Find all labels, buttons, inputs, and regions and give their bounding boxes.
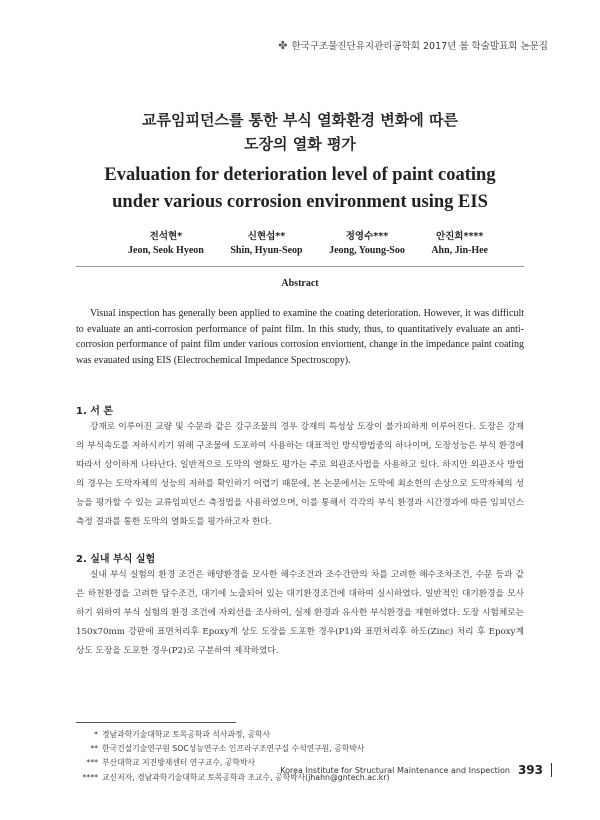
author — [128, 228, 204, 256]
author — [431, 228, 488, 256]
author-list — [128, 228, 488, 256]
author-name-english: Jeon, Seok Hyeon — [128, 245, 204, 256]
footnote-text: 부산대학교 지진방재센터 연구교수, 공학박사 — [102, 758, 256, 768]
korean-title — [0, 108, 600, 156]
english-title-line1: Evaluation for deterioration level of paint coating — [104, 165, 496, 185]
running-header — [278, 38, 548, 52]
footnote-mark: *** — [86, 758, 98, 768]
divider — [76, 266, 524, 267]
english-title — [0, 162, 600, 216]
korean-title-line1: 교류임피던스를 통한 부식 열화환경 변화에 따른 — [142, 111, 458, 129]
footnote-text: 한국건설기술연구원 SOC성능연구소 인프라구조연구실 수석연구원, 공학박사 — [102, 744, 365, 754]
abstract-text: Visual inspection has generally been applied to examine the coating deterioration. However, it was difficult to evaluate an anti-corrosion performance of paint film. In this study, thus, to quantitatively evaluate an anti-corrosion performance of paint film under various corrosion enviornent, change in the impedance paint coating was evauated using EIS (Electrochemical Impedance Spectroscopy). — [76, 308, 524, 366]
footnote-divider — [76, 722, 236, 723]
footnote-mark: * — [94, 730, 98, 739]
english-title-line2: under various corrosion environment using EIS — [112, 192, 488, 212]
author-name-english: Jeong, Young-Soo — [329, 245, 405, 256]
author-name-korean: 신현섭** — [247, 231, 286, 242]
author-name-english: Shin, Hyun-Seop — [230, 245, 303, 256]
author — [230, 228, 302, 256]
footnote-text: 경남과학기술대학교 토목공학과 석사과정, 공학사 — [102, 730, 271, 739]
author-name-korean: 정영수*** — [345, 231, 389, 242]
author-name-english: Ahn, Jin-Hee — [431, 245, 488, 256]
footer-bar — [551, 763, 552, 777]
footnote-text: 교신저자, 경남과학기술대학교 토목공학과 조교수, 공학박사(jhahn@gntech.ac.kr) — [102, 772, 390, 782]
page-number: 393 — [517, 763, 543, 777]
flower-icon: ✤ — [278, 38, 288, 52]
section-heading-experiment: 2. 실내 부식 실험 — [76, 554, 156, 565]
author — [329, 228, 405, 256]
proceedings-title: 한국구조물진단유지관리공학회 2017년 봄 학술발표회 논문집 — [291, 41, 548, 52]
section-heading-introduction: 1. 서 론 — [76, 406, 114, 417]
footnote — [76, 742, 524, 756]
abstract-heading: Abstract — [281, 278, 319, 289]
author-name-korean: 안진희**** — [435, 231, 484, 242]
footnote — [76, 728, 524, 742]
author-name-korean: 전석현* — [149, 231, 183, 242]
korean-title-line2: 도장의 열화 평가 — [244, 135, 356, 153]
section-body-experiment: 실내 부식 실험의 환경 조건은 해양환경을 모사한 해수조건과 조수간만의 차를 고려한 해수조차조건, 수문 등과 같은 하천환경을 고려한 담수조건, 대기에 노출되어 있는 대기환경조건에 대하여 실시하였다. 일반적인 대기환경을 모사하기 위하여 부식 실험의 환경 조건에 자외선을 조사하여, 실제 환경과 유사한 부식환경을 재현하였다. 도장 시험체로는 150x70mm 강판에 표면처리후 Epoxy계 상도 도장을 도포한 경우(P1)와 표면처리후 하도(Zinc) 처리 후 Epoxy계 상도 도장을 도포한 경우(P2)로 구분하여 제작하였다. — [76, 570, 524, 657]
page-footer — [280, 763, 552, 777]
footnote-mark: ** — [90, 744, 98, 754]
section-body-introduction: 강재로 이루어진 교량 및 수문과 같은 강구조물의 경우 강재의 특성상 도장이 불가피하게 이루어진다. 도장은 강재의 부식속도를 저하시키기 위해 구조물에 도포하여 사용하는 대표적인 방식방법중의 하나이며, 도장성능은 부식 환경에 따라서 상이하게 나타난다. 일반적으로 도막의 열화도 평가는 주로 외관조사법을 사용하고 있다. 하지만 외관조사 방법의 경우는 도막자체의 성능의 저하를 확인하기 어렵기 때문에, 본 논문에서는 도막에 최소한의 손상으로 도막자체의 성능을 평가할 수 있는 교류임피던스 측정법을 사용하였으며, 이를 통해서 각각의 부식 환경과 시간경과에 따른 임피던스 측정 결과를 통한 도막의 열화도를 평가하고자 한다. — [76, 422, 524, 528]
footnote-mark: **** — [82, 772, 98, 782]
footer-institute: Korea Institute for Structural Maintenance and Inspection — [280, 765, 510, 775]
